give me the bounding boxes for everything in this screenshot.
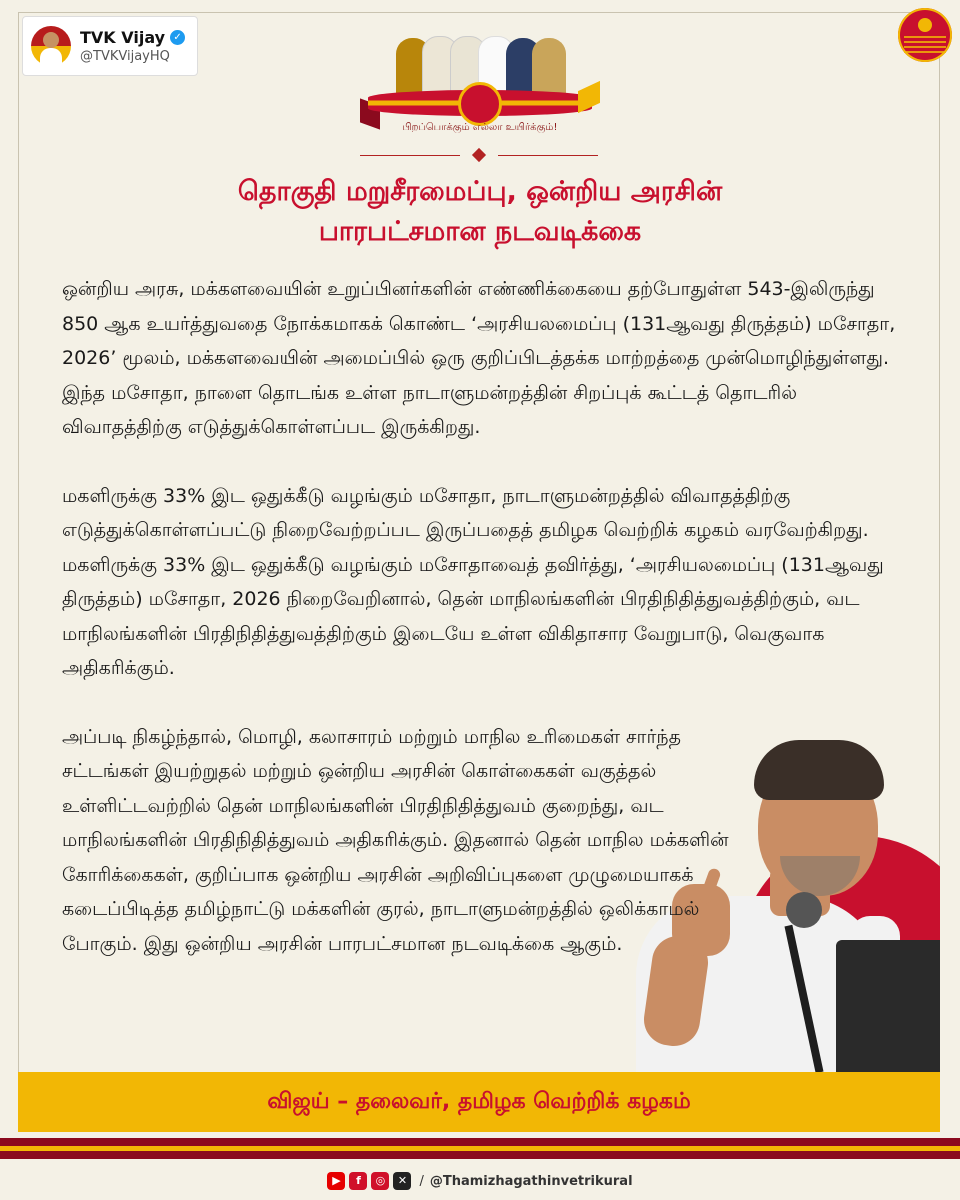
banner-tagline: பிறப்பொக்கும் எல்லா உயிர்க்கும்!: [402, 122, 558, 133]
instagram-icon[interactable]: ◎: [371, 1172, 389, 1190]
party-emblem-icon: [458, 82, 502, 126]
paragraph-1: ஒன்றிய அரசு, மக்களவையின் உறுப்பினர்களின் எண்ணிக்கையை தற்போதுள்ள 543-இலிருந்து 850 ஆக உயர்த்துவதை நோக்கமாகக் கொண்ட ‘அரசியலமைப்பு (131ஆவது திருத்தம்) மசோதா, 2026’ மூலம், மக்களவையின் அமைப்பில் ஒரு குறிப்பிடத்தக்க மாற்றத்தை முன்மொழிந்துள்ளது. இந்த மசோதா, நாளை தொடங்க உள்ள நாடாளுமன்றத்தின் சிறப்புக் கூட்டத் தொடரில் விவாதத்திற்கு எடுத்துக்கொள்ளப்பட இருக்கிறது.: [62, 278, 896, 438]
party-logo-icon: [898, 8, 952, 62]
signature-bar: [18, 1072, 940, 1132]
statement-body: [62, 272, 902, 961]
paragraph-3: அப்படி நிகழ்ந்தால், மொழி, கலாசாரம் மற்றும் மாநில உரிமைகள் சார்ந்த சட்டங்கள் இயற்றுதல் மற்றும் ஒன்றிய அரசின் கொள்கைகள் வகுத்தல் உள்ளிட்டவற்றில் தென் மாநிலங்களின் பிரதிநிதித்துவம் குறைந்து, வட மாநிலங்களின் பிரதிநிதித்துவம் அதிகரிக்கும். இதனால் தென் மாநில மக்களின் கோரிக்கைகள், குறிப்பாக ஒன்றிய அரசின் அறிவிப்புகளை முழுமையாகக் கடைப்பிடித்த தமிழ்நாட்டு மக்களின் குரல், நாடாளுமன்றத்தில் ஒலிக்காமல் போகும். இது ஒன்றிய அரசின் பாரபட்சமான நடவடிக்கை ஆகும்.: [62, 725, 729, 955]
avatar: [31, 26, 71, 66]
footer-social: [0, 1168, 960, 1194]
divider-ornament: [360, 150, 600, 160]
youtube-icon[interactable]: ▶: [327, 1172, 345, 1190]
paragraph-2: மகளிருக்கு 33% இட ஒதுக்கீடு வழங்கும் மசோதா, நாடாளுமன்றத்தில் விவாதத்திற்கு எடுத்துக்கொள்ளப்பட்டு நிறைவேற்றப்பட இருப்பதைத் தமிழக வெற்றிக் கழகம் வரவேற்கிறது. மகளிருக்கு 33% இட ஒதுக்கீடு வழங்கும் மசோதாவைத் தவிர்த்து, ‘அரசியலமைப்பு (131ஆவது திருத்தம்) மசோதா, 2026 நிறைவேறினால், தென் மாநிலங்களின் பிரதிநிதித்துவத்திற்கும், வட மாநிலங்களின் பிரதிநிதித்துவத்திற்கும் இடையே உள்ள விகிதாசார வேறுபாடு, வெகுவாக அதிகரிக்கும்.: [62, 484, 884, 679]
facebook-icon[interactable]: f: [349, 1172, 367, 1190]
footer-stripes: [0, 1138, 960, 1164]
title-line-1: தொகுதி மறுசீரமைப்பு, ஒன்றிய அரசின்: [237, 176, 723, 207]
x-icon[interactable]: ✕: [393, 1172, 411, 1190]
account-handle: @TVKVijayHQ: [80, 49, 170, 64]
signature: விஜய் – தலைவர், தமிழக வெற்றிக் கழகம்: [267, 1089, 691, 1114]
verified-badge-icon: ✓: [170, 30, 185, 45]
footer-separator: /: [419, 1173, 424, 1189]
account-name-row: [80, 28, 185, 47]
footer-handle[interactable]: @Thamizhagathinvetrikural: [429, 1173, 633, 1189]
account-name: TVK Vijay: [80, 28, 166, 47]
title-line-2: பாரபட்சமான நடவடிக்கை: [318, 216, 642, 247]
account-card[interactable]: [22, 16, 198, 76]
page-title: [60, 172, 900, 252]
